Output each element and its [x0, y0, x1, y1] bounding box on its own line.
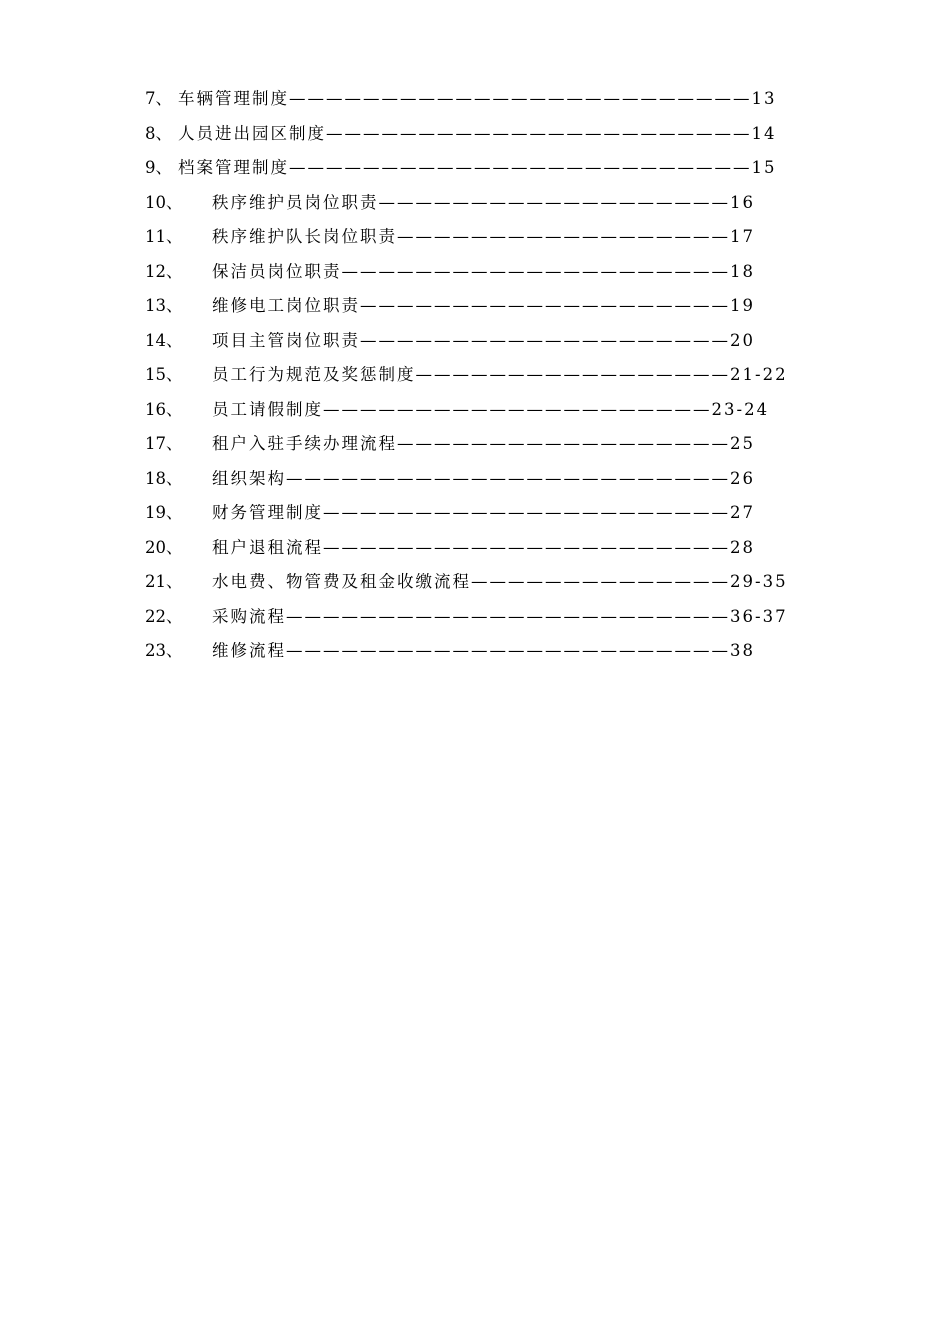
toc-entry-number: 15、 [145, 365, 183, 384]
toc-entry-22 [145, 604, 788, 639]
toc-page-number: 38 [730, 641, 755, 660]
toc-page-number: 19 [730, 296, 755, 315]
toc-page-number: 23-24 [711, 399, 770, 419]
table-of-contents [145, 86, 788, 673]
toc-entry-14 [145, 328, 785, 363]
toc-leader: —————————————— [471, 572, 730, 591]
toc-leader: ———————————————————— [360, 296, 730, 315]
toc-entry-title: 采购流程 [212, 606, 286, 626]
toc-entry-title: 水电费、物管费及租金收缴流程 [212, 572, 471, 591]
toc-leader: ——————————————————— [378, 192, 730, 212]
toc-entry-title: 维修流程 [212, 641, 286, 660]
toc-page-number: 18 [730, 261, 755, 281]
toc-entry-15 [145, 362, 788, 397]
toc-entry-number: 14、 [145, 330, 183, 350]
toc-entry-number: 18、 [145, 468, 183, 488]
toc-page-number: 29-35 [730, 572, 788, 591]
toc-leader: ———————————————————— [360, 330, 730, 350]
toc-entry-18 [145, 466, 785, 501]
toc-leader: —————————————————— [397, 434, 730, 453]
toc-entry-number: 11、 [145, 227, 183, 246]
toc-page-number: 14 [751, 123, 777, 143]
toc-page-number: 13 [751, 89, 777, 108]
toc-entry-title: 秩序维护队长岗位职责 [212, 227, 397, 246]
toc-entry-title: 项目主管岗位职责 [212, 330, 360, 350]
toc-entry-number: 7、 [145, 89, 172, 108]
toc-entry-13 [145, 293, 785, 328]
toc-entry-number: 10、 [145, 192, 183, 212]
toc-entry-title: 组织架构 [212, 468, 286, 488]
toc-entry-title: 车辆管理制度 [178, 89, 289, 108]
toc-entry-number: 21、 [145, 572, 183, 591]
toc-leader: ————————————————————————— [289, 158, 752, 177]
toc-page-number: 27 [730, 503, 755, 522]
toc-entry-10 [145, 190, 785, 225]
toc-entry-title: 保洁员岗位职责 [212, 261, 342, 281]
toc-entry-12 [145, 259, 785, 294]
toc-entry-title: 租户退租流程 [212, 537, 323, 557]
toc-entry-9 [145, 155, 785, 190]
toc-page-number: 20 [730, 330, 755, 350]
toc-entry-23 [145, 638, 785, 673]
toc-entry-title: 租户入驻手续办理流程 [212, 434, 397, 453]
toc-entry-7 [145, 86, 785, 121]
toc-entry-number: 20、 [145, 537, 183, 557]
toc-leader: ———————————————————————— [286, 468, 730, 488]
toc-entry-8 [145, 121, 785, 156]
toc-leader: ————————————————————— [323, 399, 712, 419]
toc-page-number: 36-37 [730, 606, 788, 626]
toc-entry-21 [145, 569, 788, 604]
toc-page-number: 21-22 [730, 365, 788, 384]
toc-leader: ————————————————————— [341, 261, 730, 281]
toc-leader: ———————————————————————— [286, 606, 730, 626]
toc-leader: —————————————————— [397, 227, 730, 246]
toc-leader: —————————————————————— [323, 503, 730, 522]
toc-leader: ————————————————————————— [289, 89, 752, 108]
toc-entry-number: 8、 [145, 123, 172, 143]
toc-entry-title: 档案管理制度 [178, 158, 289, 177]
toc-entry-title: 财务管理制度 [212, 503, 323, 522]
toc-entry-title: 员工请假制度 [212, 399, 323, 419]
toc-page-number: 17 [730, 227, 755, 246]
toc-entry-number: 9、 [145, 158, 172, 177]
toc-entry-17 [145, 431, 785, 466]
toc-leader: ——————————————————————— [326, 123, 752, 143]
toc-leader: ———————————————————————— [286, 641, 730, 660]
toc-entry-title: 秩序维护员岗位职责 [212, 192, 379, 212]
toc-entry-16 [145, 397, 785, 432]
toc-entry-number: 17、 [145, 434, 183, 453]
toc-page-number: 28 [730, 537, 755, 557]
toc-page-number: 15 [751, 158, 777, 177]
toc-entry-number: 23、 [145, 641, 183, 660]
toc-entry-title: 维修电工岗位职责 [212, 296, 360, 315]
toc-entry-number: 19、 [145, 503, 183, 522]
toc-entry-number: 22、 [145, 606, 183, 626]
toc-leader: —————————————————————— [323, 537, 730, 557]
toc-page-number: 26 [730, 468, 755, 488]
toc-leader: ————————————————— [415, 365, 730, 384]
toc-page-number: 16 [730, 192, 755, 212]
toc-entry-title: 人员进出园区制度 [178, 123, 326, 143]
toc-entry-number: 13、 [145, 296, 183, 315]
toc-entry-title: 员工行为规范及奖惩制度 [212, 365, 416, 384]
toc-entry-19 [145, 500, 785, 535]
toc-entry-number: 16、 [145, 399, 183, 419]
toc-page-number: 25 [730, 434, 755, 453]
toc-entry-number: 12、 [145, 261, 183, 281]
toc-entry-20 [145, 535, 785, 570]
toc-entry-11 [145, 224, 785, 259]
